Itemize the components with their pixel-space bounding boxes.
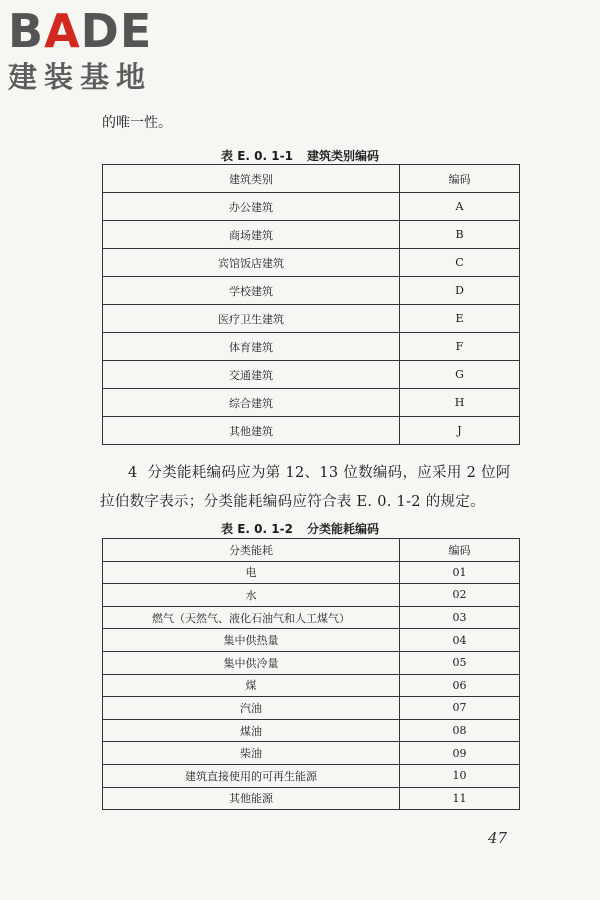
table-cell: 02: [400, 584, 520, 607]
table-cell: 集中供热量: [103, 629, 400, 652]
table-cell: B: [400, 221, 520, 249]
table-cell: 医疗卫生建筑: [103, 305, 400, 333]
clause-text: 分类能耗编码应为第 12、13 位数编码，应采用 2 位阿拉伯数字表示；分类能耗编码应符合表 E. 0. 1-2 的规定。: [100, 465, 511, 510]
table-cell: 燃气（天然气、液化石油气和人工煤气）: [103, 606, 400, 629]
table2-caption: [0, 520, 600, 537]
table-cell: 水: [103, 584, 400, 607]
table-cell: 商场建筑: [103, 221, 400, 249]
table-row: [103, 221, 520, 249]
table-cell: 10: [400, 764, 520, 787]
table-cell: 体育建筑: [103, 333, 400, 361]
table-cell: 集中供冷量: [103, 651, 400, 674]
table-row: [103, 606, 520, 629]
energy-category-table: [102, 538, 520, 810]
table1-caption-title: 建筑类别编码: [306, 149, 379, 163]
table-cell: 学校建筑: [103, 277, 400, 305]
table-row: [103, 787, 520, 810]
table-cell: 03: [400, 606, 520, 629]
table-cell: 其他能源: [103, 787, 400, 810]
table-row: [103, 417, 520, 445]
clause-number: 4: [128, 465, 138, 481]
table-header-row: [103, 165, 520, 193]
logo-subtitle: 建装基地: [8, 60, 153, 94]
table-row: [103, 561, 520, 584]
table-cell: J: [400, 417, 520, 445]
table-cell: 煤油: [103, 719, 400, 742]
table-cell: 办公建筑: [103, 193, 400, 221]
table-row: [103, 584, 520, 607]
table-cell: 05: [400, 651, 520, 674]
table-cell: 其他建筑: [103, 417, 400, 445]
table1-caption-number: 表 E. 0. 1-1: [221, 149, 293, 163]
table-row: [103, 719, 520, 742]
table-cell: 综合建筑: [103, 389, 400, 417]
table-cell: 煤: [103, 674, 400, 697]
table-cell: 01: [400, 561, 520, 584]
table-row: [103, 651, 520, 674]
table1-caption: [0, 147, 600, 164]
table-cell: A: [400, 193, 520, 221]
table-row: [103, 674, 520, 697]
column-header: 编码: [400, 539, 520, 562]
table2-caption-number: 表 E. 0. 1-2: [221, 522, 293, 536]
table-row: [103, 742, 520, 765]
page-number: 47: [488, 829, 508, 847]
table-cell: 电: [103, 561, 400, 584]
table-cell: 09: [400, 742, 520, 765]
column-header: 建筑类别: [103, 165, 400, 193]
continued-text: 的唯一性。: [102, 115, 172, 131]
table-cell: E: [400, 305, 520, 333]
table-row: [103, 764, 520, 787]
table-row: [103, 697, 520, 720]
table-cell: D: [400, 277, 520, 305]
table-cell: 交通建筑: [103, 361, 400, 389]
table-cell: 07: [400, 697, 520, 720]
table-row: [103, 249, 520, 277]
column-header: 分类能耗: [103, 539, 400, 562]
table-row: [103, 193, 520, 221]
table-row: [103, 389, 520, 417]
table-row: [103, 333, 520, 361]
table-row: [103, 629, 520, 652]
table-cell: H: [400, 389, 520, 417]
table-cell: C: [400, 249, 520, 277]
table-row: [103, 305, 520, 333]
bade-logo: [8, 6, 152, 94]
table-cell: 04: [400, 629, 520, 652]
logo-wordmark: BADE: [8, 4, 153, 58]
table-cell: 柴油: [103, 742, 400, 765]
table-cell: 建筑直接使用的可再生能源: [103, 764, 400, 787]
table-cell: G: [400, 361, 520, 389]
building-category-table: [102, 164, 520, 445]
table-row: [103, 277, 520, 305]
table2-caption-title: 分类能耗编码: [306, 522, 379, 536]
table-cell: 11: [400, 787, 520, 810]
column-header: 编码: [400, 165, 520, 193]
table-cell: 06: [400, 674, 520, 697]
table-cell: 08: [400, 719, 520, 742]
table-header-row: [103, 539, 520, 562]
clause-paragraph: [100, 459, 520, 517]
table-cell: F: [400, 333, 520, 361]
table-cell: 汽油: [103, 697, 400, 720]
table-cell: 宾馆饭店建筑: [103, 249, 400, 277]
table-row: [103, 361, 520, 389]
